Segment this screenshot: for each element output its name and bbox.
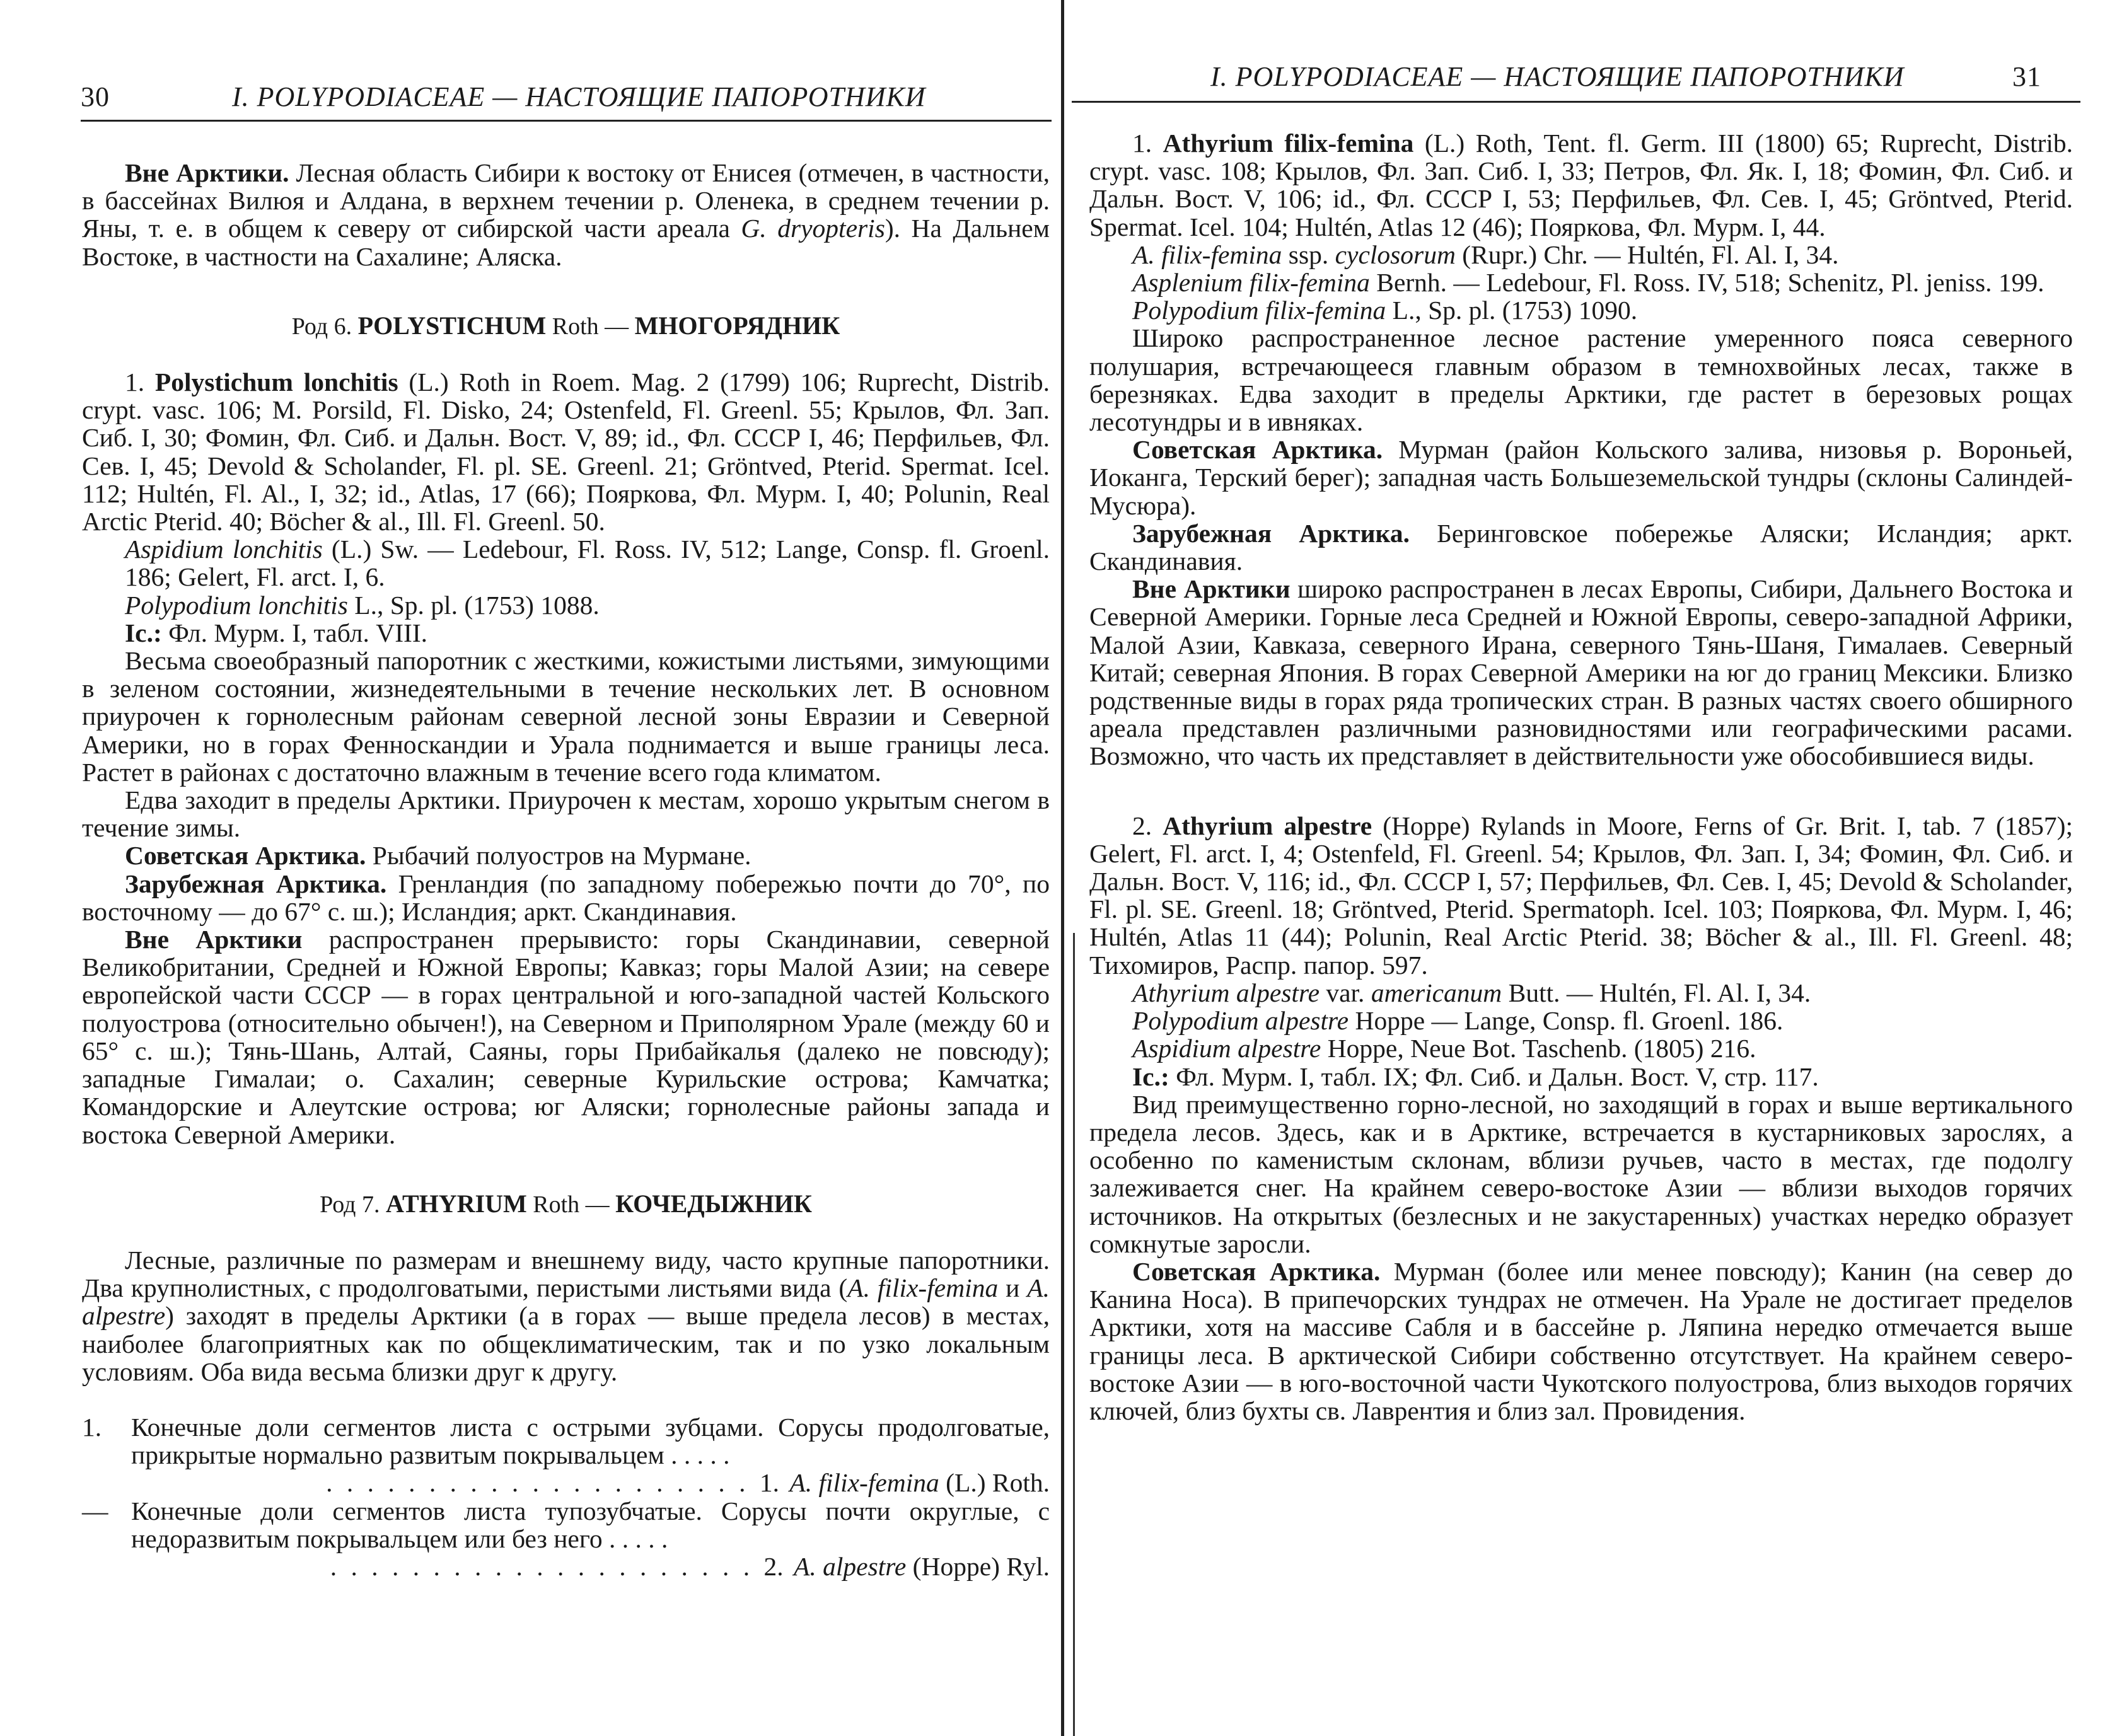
outside-arctic-paragraph: Вне Арктики широко распространен в лесах Европы, Сибири, Дальнего Востока и Северной Америки. Горные леса Средней и Южной Европы, северо-западной Африки, Малой Азии, Кавказа, северного Ирана, северного Тянь-Шаня, Гималаев. Северный Китай; северная Япония. В горах Северной Америки на юг до границ Мексики. Близко родственные виды в горах ряда тропических стран. В разных частях своего обширного ареала представлен различными разновидностями или географическими расами. Возможно, что часть их представляет в действительности уже обособившиеся виды. [1089,574,2073,771]
description-paragraph: Едва заходит в пределы Арктики. Приурочен к местам, хорошо укрытым снегом в течение зимы. [82,785,1050,843]
header-rule [1072,101,2080,103]
description-paragraph: Весьма своеобразный папоротник с жесткими, кожистыми листьями, зимующими в зеленом состоянии, жизнедеятельными в течение нескольких лет. В основном приурочен к горнолесным районам северной лесной зоны Евразии и Северной Америки, но в горах Фенноскандии и Урала поднимается и выше границы леса. Растет в районах с достаточно влажным в течение всего года климатом. [82,646,1050,787]
iconography: Ic.: Фл. Мурм. I, табл. VIII. [125,618,428,647]
soviet-arctic-paragraph: Советская Арктика. Мурман (более или менее повсюду); Канин (на север до Канина Носа). В припечорских тундрах не отмечен. На Урале не достигает пределов Арктики, хотя на массиве Сабля и в бассейне р. Ляпина нередко отмечается выше границы леса. В арктической Сибири собственно отсутствует. На крайнем северо-востоке Азии — в юго-восточной части Чукотского полуострова, близ выходов горячих ключей, близ бухты св. Лаврентия и близ зал. Провидения. [1089,1256,2073,1425]
running-title: I. POLYPODIACEAE — НАСТОЯЩИЕ ПАПОРОТНИКИ [1210,61,1905,92]
soviet-arctic-paragraph: Советская Арктика. Мурман (район Кольского залива, низовья р. Вороньей, Иоканга, Терский берег); западная часть Большеземельской тундры (склоны Салиндей-Мусюра). [1089,435,2073,520]
description-paragraph: Вид преимущественно горно-лесной, но заходящий в горах и выше вертикального предела лесов. Здесь, как и в Арктике, встречается в кустарниковых зарослях, а особенно по каменистым склонам, вблизи ручьев, часто в местах, где подолгу залеживается снег. На крайнем северо-востоке Азии — вблизи выходов горячих источников. На открытых (безлесных и не закустаренных) участках нередко образует сомкнутые заросли. [1089,1089,2073,1258]
soviet-arctic-paragraph: Советская Арктика. Рыбачий полуостров на Мурмане. [125,841,751,871]
key-result: . . . . . . . . . . . . . . . . . . . . . 1. A. filix-femina (L.) Roth. [326,1468,1050,1498]
synonym: Aspidium alpestre Hoppe, Neue Bot. Taschenb. (1805) 216. [1132,1034,1756,1063]
synonym: Polypodium filix-femina L., Sp. pl. (1753) 1090. [1132,296,1638,325]
genus-heading: Род 6. POLYSTICHUM Roth — МНОГОРЯДНИК [291,311,840,340]
synonym: Athyrium alpestre var. americanum Butt. — Hultén, Fl. Al. I, 34. [1132,978,1811,1007]
identification-key-step: — Конечные доли сегментов листа тупозубчатые. Сорусы почти округлые, с недоразвитым покрывальцем или без него . . . . . . . . . . . . . . . . . . . . . . . . . . 2. A. alpestre (Hoppe) Ryl. [82,1496,1050,1581]
left-page-content [82,159,1050,1580]
right-page [1065,0,2117,1736]
synonym: A. filix-femina ssp. cyclosorum (Rupr.) Chr. — Hultén, Fl. Al. I, 34. [1132,240,1839,269]
page-gutter [1061,0,1064,1736]
synonym: Aspidium lonchitis (L.) Sw. — Ledebour, Fl. Ross. IV, 512; Lange, Consp. fl. Groenl. 186; Gelert, Fl. arct. I, 6. [125,535,1050,592]
species-entry: 1. Polystichum lonchitis (L.) Roth in Roem. Mag. 2 (1799) 106; Ruprecht, Distrib. crypt. vasc. 106; M. Porsild, Fl. Disko, 24; Ostenfeld, Fl. Greenl. 55; Крылов, Фл. Зап. Сиб. I, 30; Фомин, Фл. Сиб. и Дальн. Вост. V, 89; id., Фл. СССР I, 46; Перфильев, Фл. Сев. I, 45; Devold & Scholander, Fl. pl. SE. Greenl. 21; Gröntved, Pterid. Spermat. Icel. 112; Hultén, Fl. Al., I, 32; id., Atlas, 17 (66); Пояркова, Фл. Мурм. I, 40; Polunin, Real Arctic Pterid. 40; Böcher & al., Ill. Fl. Greenl. 50. [82,367,1050,536]
iconography: Ic.: Фл. Мурм. I, табл. IX; Фл. Сиб. и Дальн. Вост. V, стр. 117. [1132,1062,1819,1091]
synonym: Polypodium lonchitis L., Sp. pl. (1753) 1088. [125,590,600,620]
running-title: I. POLYPODIACEAE — НАСТОЯЩИЕ ПАПОРОТНИКИ [232,81,926,112]
right-page-content [1089,129,2073,1425]
header-rule [81,120,1052,122]
left-page-header [0,81,1059,119]
distribution-paragraph: Вне Арктики. Лесная область Сибири к востоку от Енисея (отмечен, в частности, в бассейнах Вилюя и Алдана, в верхнем течении р. Оленека, в среднем течении р. Яны, т. е. в общем к северу от сибирской части ареала G. dryopteris). На Дальнем Востоке, в частности на Сахалине; Аляска. [82,158,1050,271]
foreign-arctic-paragraph: Зарубежная Арктика. Беринговское побережье Аляски; Исландия; аркт. Скандинавия. [1089,518,2073,576]
genus-description: Лесные, различные по размерам и внешнему виду, часто крупные папоротники. Два крупнолистных, с продолговатыми, перистыми листьями вида (A. filix-femina и A. alpestre) заходят в пределы Арктики (а в горах — выше предела лесов) в местах, наиболее благоприятных как по общеклиматическим, так и по узко локальным условиям. Оба вида весьма близки друг к другу. [82,1245,1050,1386]
key-result: . . . . . . . . . . . . . . . . . . . . . 2. A. alpestre (Hoppe) Ryl. [330,1551,1050,1581]
synonym: Polypodium alpestre Hoppe — Lange, Consp. fl. Groenl. 186. [1132,1006,1784,1036]
outside-arctic-paragraph: Вне Арктики распространен прерывисто: горы Скандинавии, северной Великобритании, Средней и Южной Европы; Кавказ; горы Малой Азии; на севере европейской части СССР — в горах центральной и юго-западной частей Кольского полуострова (относительно обычен!), на Северном и Приполярном Урале (между 60 и 65° с. ш.); Тянь-Шань, Алтай, Саяны, горы Прибайкалья (далеко не повсюду); западные Гималаи; о. Сахалин; северные Курильские острова; Камчатка; Командорские и Алеутские острова; юг Аляски; горнолесные районы запада и востока Северной Америки. [82,925,1050,1149]
species-entry: 1. Athyrium filix-femina (L.) Roth, Tent. fl. Germ. III (1800) 65; Ruprecht, Distrib. crypt. vasc. 108; Крылов, Фл. Зап. Сиб. I, 33; Петров, Фл. Як. I, 18; Фомин, Фл. Сиб. и Дальн. Вост. V, 106; id., Фл. СССР I, 53; Перфильев, Фл. Сев. I, 45; Gröntved, Pterid. Spermat. Icel. 104; Hultén, Atlas 12 (46); Пояркова, Фл. Мурм. I, 44. [1089,129,2073,241]
species-entry: 2. Athyrium alpestre (Hoppe) Rylands in Moore, Ferns of Gr. Brit. I, tab. 7 (1857); Gelert, Fl. arct. I, 4; Ostenfeld, Fl. Greenl. 54; Крылов, Фл. Зап. I, 34; Фомин, Фл. Сиб. и Дальн. Вост. V, 116; id., Фл. СССР I, 57; Перфильев, Фл. Сев. I, 45; Devold & Scholander, Fl. pl. SE. Greenl. 18; Gröntved, Pterid. Spermatoph. Icel. 103; Пояркова, Фл. Мурм. I, 46; Hultén, Atlas 11 (44); Polunin, Real Arctic Pterid. 38; Böcher & al., Ill. Fl. Greenl. 48; Тихомиров, Распр. папор. 597. [1089,811,2074,980]
synonym: Asplenium filix-femina Bernh. — Ledebour, Fl. Ross. IV, 518; Schenitz, Pl. jeniss. 199. [1132,268,2044,298]
genus-heading: Род 7. ATHYRIUM Roth — КОЧЕДЫЖНИК [320,1189,812,1218]
page-number: 30 [81,81,110,112]
right-page-header [1065,61,2117,98]
description-paragraph: Широко распространенное лесное растение умеренного пояса северного полушария, встречающееся главным образом в темнохвойных лесах, также в березняках. Едва заходит в пределы Арктики, где растет в березовых рощах лесотундры и в ивняках. [1089,323,2073,437]
page-number: 31 [2012,61,2041,92]
foreign-arctic-paragraph: Зарубежная Арктика. Гренландия (по западному побережью почти до 70°, по восточному — до 67° с. ш.); Исландия; аркт. Скандинавия. [82,869,1050,926]
identification-key-step: 1. Конечные доли сегментов листа с острыми зубцами. Сорусы продолговатые, прикрытые нормально развитым покрывальцем . . . . . . . . . . . . . . . . . . . . . . . . . . 1. A. filix-femina (L.) Roth. [82,1412,1050,1498]
